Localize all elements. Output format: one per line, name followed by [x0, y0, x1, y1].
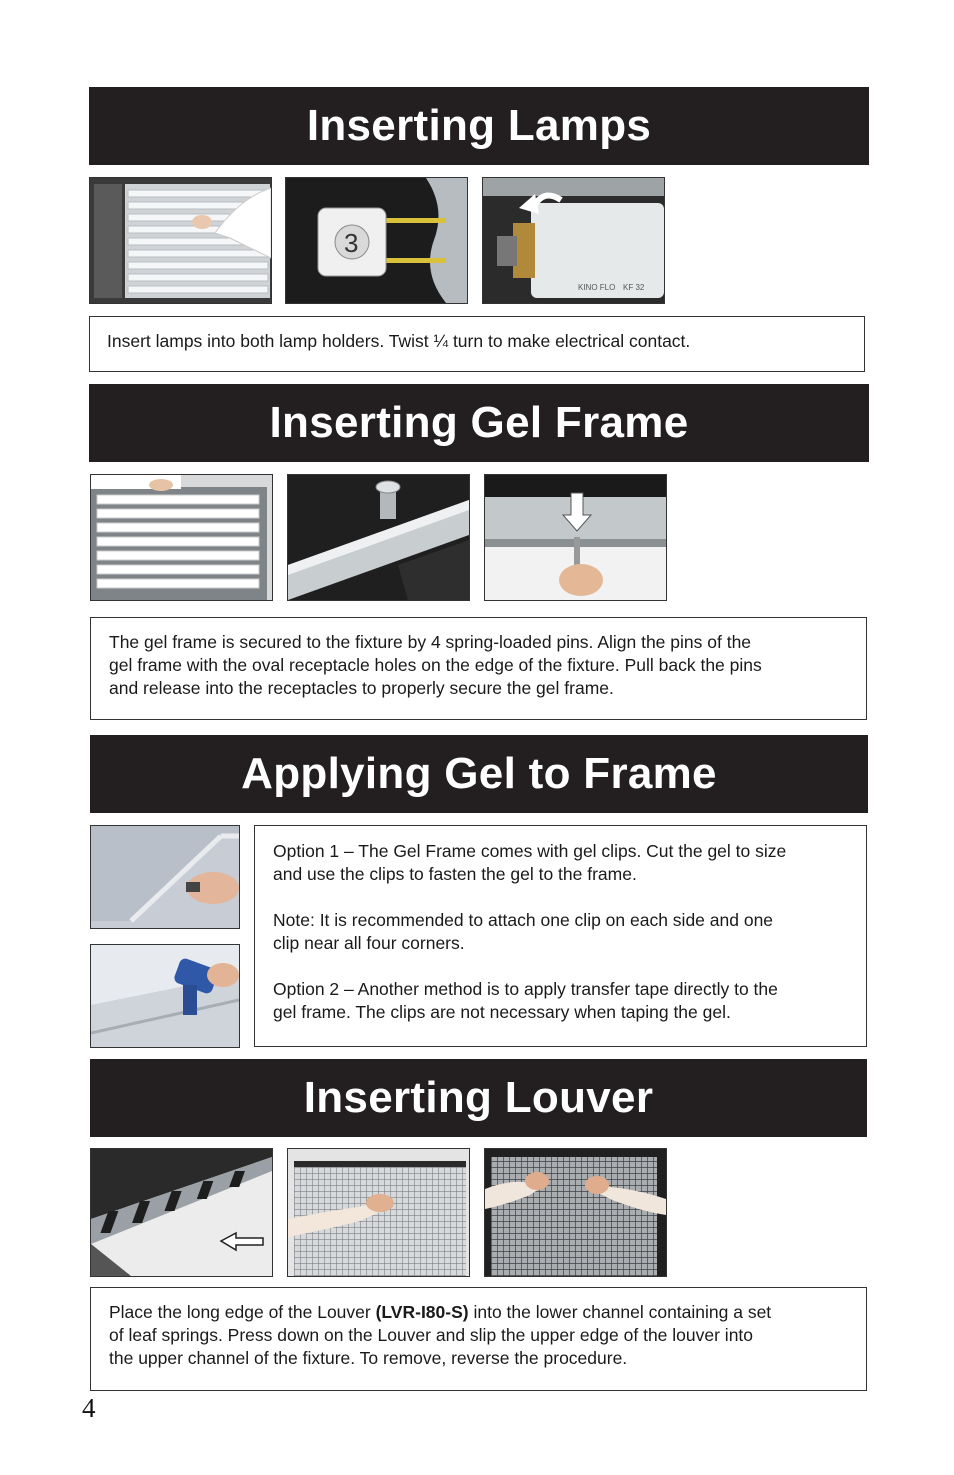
- note-line-2: clip near all four corners.: [273, 933, 465, 953]
- section-title: Inserting Gel Frame: [269, 398, 689, 447]
- photo-lamp-holder: [285, 177, 468, 304]
- photo-gel-clip: [90, 825, 240, 929]
- photo-tape-gun: [90, 944, 240, 1048]
- louver-caption-post: into the lower channel containing a set: [468, 1302, 772, 1322]
- photo-lamps-insert: [89, 177, 272, 304]
- option2-line-2: gel frame. The clips are not necessary when taping the gel.: [273, 1002, 731, 1022]
- note-line-1: Note: It is recommended to attach one clip on each side and one: [273, 910, 774, 930]
- spacer: [273, 955, 848, 978]
- photo-gel-frame-fixture: [90, 474, 273, 601]
- spacer: [273, 886, 848, 909]
- gel-frame-caption-line-2: gel frame with the oval receptacle holes on the edge of the fixture. Pull back the pins: [109, 655, 762, 675]
- section-banner-inserting-lamps: [89, 87, 869, 165]
- photo-spring-pin: [287, 474, 470, 601]
- louver-caption-line-2: of leaf springs. Press down on the Louver and slip the upper edge of the louver into: [109, 1325, 754, 1345]
- louver-caption-line-1: [109, 1301, 848, 1324]
- louver-caption-box: [90, 1287, 867, 1391]
- photo-pull-pin: [484, 474, 667, 601]
- section-title: Applying Gel to Frame: [241, 749, 717, 798]
- section-banner-inserting-louver: [90, 1059, 867, 1137]
- gel-frame-caption-box: [90, 617, 867, 720]
- lamps-caption: Insert lamps into both lamp holders. Twist ¼ turn to make electrical contact.: [107, 331, 691, 351]
- section-banner-applying-gel: [90, 735, 868, 813]
- photo-louver-press: [287, 1148, 470, 1277]
- photo-lamp-twist: [482, 177, 665, 304]
- svg-text:3: 3: [344, 228, 359, 258]
- applying-gel-text-box: [254, 825, 867, 1047]
- photo-louver-installed: [484, 1148, 667, 1277]
- lamp-model-label: KF 32: [623, 283, 645, 292]
- section-banner-inserting-gel-frame: [89, 384, 869, 462]
- option1-line-1: Option 1 – The Gel Frame comes with gel clips. Cut the gel to size: [273, 841, 787, 861]
- gel-frame-caption-line-3: and release into the receptacles to properly secure the gel frame.: [109, 678, 614, 698]
- photo-louver-channel: [90, 1148, 273, 1277]
- louver-part-number: (LVR-I80-S): [375, 1302, 469, 1322]
- louver-caption-line-3: the upper channel of the fixture. To remove, reverse the procedure.: [109, 1348, 628, 1368]
- section-title: Inserting Louver: [303, 1073, 654, 1122]
- option1-line-2: and use the clips to fasten the gel to the frame.: [273, 864, 637, 884]
- gel-frame-caption-line-1: The gel frame is secured to the fixture by 4 spring-loaded pins. Align the pins of the: [109, 632, 752, 652]
- option2-line-1: Option 2 – Another method is to apply transfer tape directly to the: [273, 979, 778, 999]
- page-number: 4: [82, 1393, 96, 1423]
- lamp-brand-label: KINO FLO: [578, 283, 616, 292]
- section-title: Inserting Lamps: [306, 101, 652, 150]
- louver-caption-pre: Place the long edge of the Louver: [109, 1302, 376, 1322]
- lamps-caption-box: [89, 316, 865, 372]
